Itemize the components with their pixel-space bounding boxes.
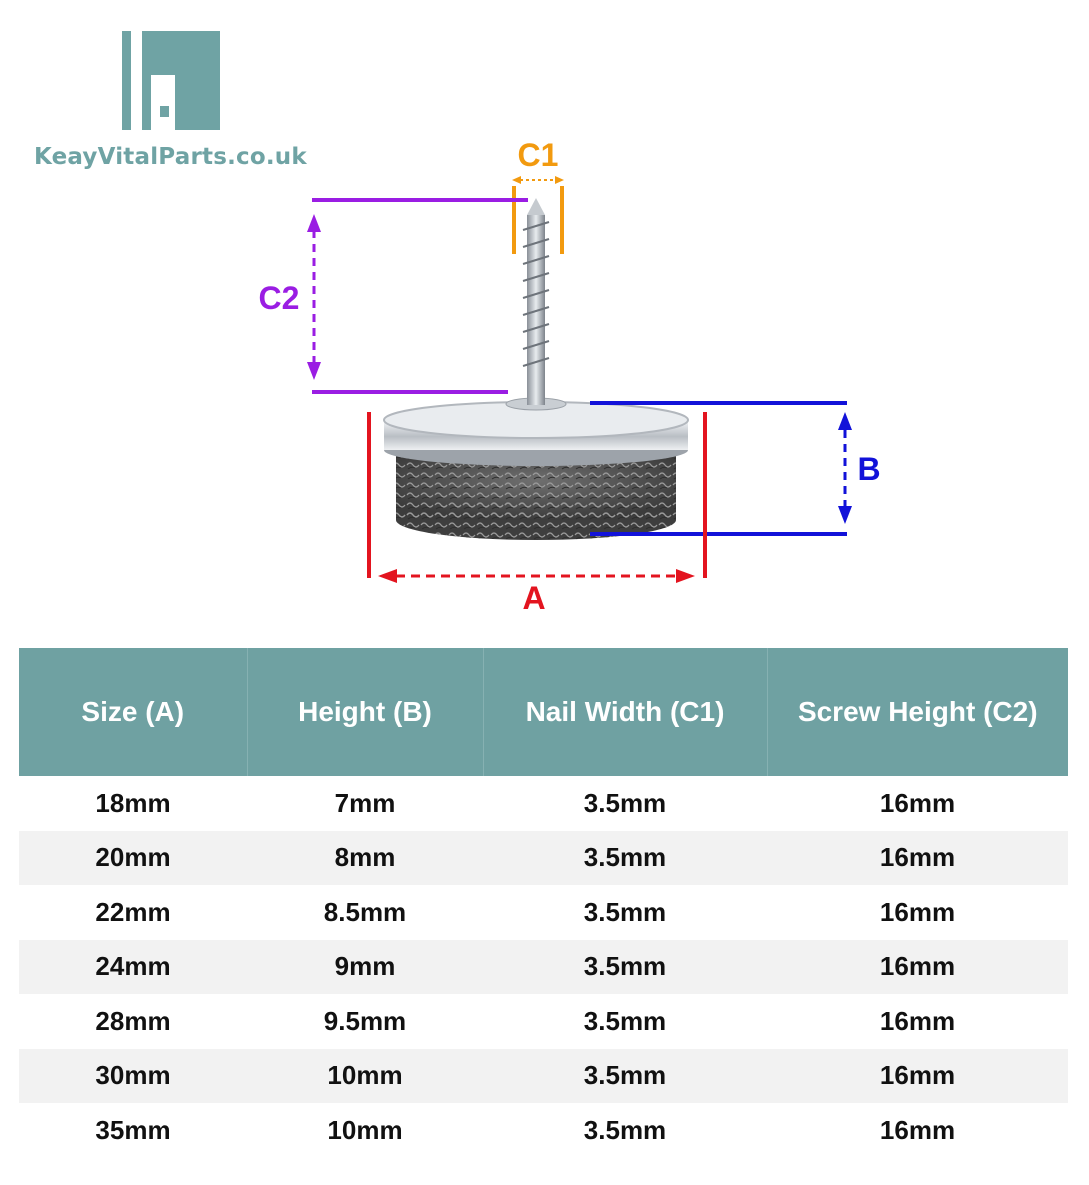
cell-screw-height: 16mm: [879, 787, 956, 818]
table-row: [19, 940, 1068, 995]
header-size: Size (A): [19, 648, 247, 776]
header-screw-height: Screw Height (C2): [767, 648, 1068, 776]
cell-screw-height: 16mm: [879, 1005, 956, 1036]
size-spec-table: [19, 648, 1068, 1158]
cell-nail-width: 3.5mm: [483, 940, 767, 995]
table-row: [19, 831, 1068, 886]
cell-screw-height: 16mm: [767, 1049, 1068, 1104]
cell-size: 30mm: [19, 1049, 247, 1104]
label-b: B: [857, 451, 881, 487]
cell-nail-width: 3.5mm: [483, 1049, 767, 1104]
cell-height: 10mm: [327, 1114, 403, 1145]
table-row: [19, 885, 1068, 940]
label-c1: C1: [517, 137, 559, 173]
cell-screw-height: 16mm: [879, 1114, 956, 1145]
cell-size: 28mm: [95, 1005, 171, 1036]
cell-nail-width: 3.5mm: [583, 1005, 667, 1036]
table-row: [19, 994, 1068, 1049]
label-c2: C2: [258, 280, 300, 316]
cell-height: 7mm: [334, 787, 396, 818]
cell-height: 10mm: [247, 1049, 483, 1104]
cell-screw-height: 16mm: [767, 940, 1068, 995]
cell-nail-width: 3.5mm: [583, 1114, 667, 1145]
cell-screw-height: 16mm: [767, 831, 1068, 886]
table-row: [19, 776, 1068, 831]
cell-nail-width: 3.5mm: [483, 831, 767, 886]
cell-height: 8mm: [247, 831, 483, 886]
table-row: [19, 1049, 1068, 1104]
cell-size: 22mm: [95, 896, 171, 927]
header-nail-width: Nail Width (C1): [483, 648, 767, 776]
cell-size: 18mm: [95, 787, 171, 818]
cell-size: 20mm: [19, 831, 247, 886]
dimension-c2: [259, 200, 528, 392]
table-row: [19, 1103, 1068, 1158]
cell-height: 9mm: [247, 940, 483, 995]
cell-height: 8.5mm: [323, 896, 407, 927]
cell-size: 35mm: [95, 1114, 171, 1145]
label-a: A: [522, 580, 546, 616]
cell-screw-height: 16mm: [879, 896, 956, 927]
cell-nail-width: 3.5mm: [583, 787, 667, 818]
brand-name: KeayVitalParts.co.uk: [34, 144, 307, 170]
cell-size: 24mm: [19, 940, 247, 995]
felt-pad-glide-image: [384, 198, 688, 540]
table-header-row: [19, 648, 1068, 776]
cell-height: 9.5mm: [323, 1005, 407, 1036]
header-height: Height (B): [247, 648, 483, 776]
cell-nail-width: 3.5mm: [583, 896, 667, 927]
